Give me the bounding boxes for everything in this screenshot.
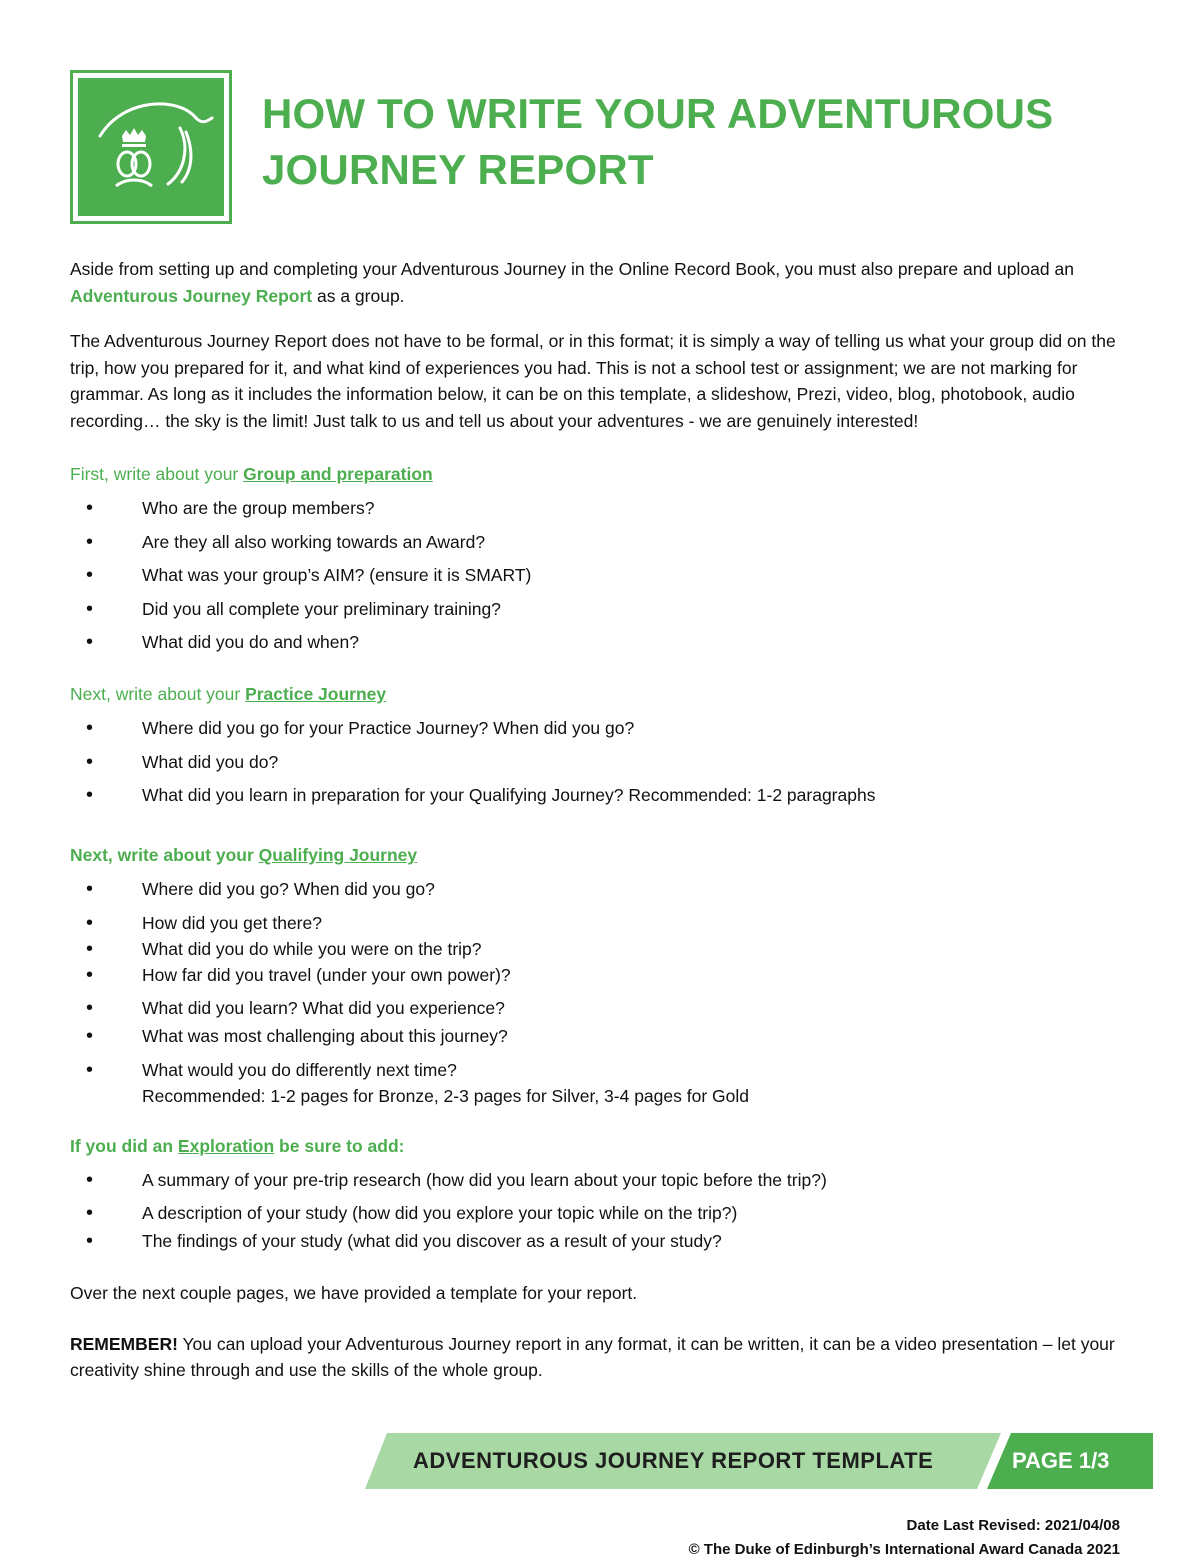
list-item: • A description of your study (how did you explore your topic while on the trip?) [70,1200,1140,1226]
list-item: • Where did you go for your Practice Journey? When did you go? [70,715,1140,741]
group-preparation-link[interactable]: Group and preparation [243,464,433,484]
date-revised: Date Last Revised: 2021/04/08 [906,1517,1120,1534]
section-suffix: be sure to add: [274,1135,405,1156]
copyright: © The Duke of Edinburgh’s International Award Canada 2021 [688,1541,1120,1558]
list-item: • What did you do? [70,749,1140,775]
award-logo [70,70,232,224]
list-item: • A summary of your pre-trip research (how did you learn about your topic before the trip?) [70,1167,1140,1193]
intro-text-end: as a group. [312,285,405,306]
list-item: • Are they all also working towards an Award? [70,529,1140,555]
section-heading-group [70,461,1140,487]
section-prefix: Next, write about your [70,845,259,865]
page-indicator: PAGE 1/3 [1012,1448,1110,1473]
duke-of-edinburgh-logo-icon [78,78,224,216]
remember-paragraph [70,1331,1140,1384]
list-item-text: What would you do differently next time? [142,1059,457,1080]
list-item: • What did you do while you were on the trip? [70,936,1140,962]
intro-text: Aside from setting up and completing your Adventurous Journey in the Online Record Book, you must also prepare and upload an [70,259,1074,279]
list-item: • What was your group’s AIM? (ensure it is SMART) [70,562,1140,588]
list-item: • What was most challenging about this journey? [70,1023,1140,1049]
intro-paragraph-2: The Adventurous Journey Report does not have to be formal, or in this format; it is simply a way of telling us what your group did on the trip, how you prepared for it, and what kind of experiences you had. This is not a school test or assignment; we are not marking for grammar. As long as it includes the information below, it can be on this template, a slideshow, Prezi, video, blog, photobook, audio recording… the sky is the limit! Just talk to us and tell us about your adventures - we are genuinely interested! [70,331,1116,431]
title-line-1: HOW TO WRITE YOUR ADVENTUROUS [262,90,1054,137]
exploration-list [70,1167,1140,1255]
practice-journey-link[interactable]: Practice Journey [245,684,387,704]
group-questions-list [70,495,1140,655]
recommended-length-note: Recommended: 1-2 pages for Bronze, 2-3 pages for Silver, 3-4 pages for Gold [142,1085,749,1106]
document-body [70,256,1140,1384]
closing-paragraph: Over the next couple pages, we have provided a template for your report. [70,1283,638,1303]
section-heading-practice [70,681,1140,707]
list-item [70,1057,1140,1109]
exploration-link[interactable]: Exploration [177,1135,275,1156]
list-item: • What did you learn in preparation for your Qualifying Journey? Recommended: 1-2 paragraphs [70,782,1140,808]
list-item: • Where did you go? When did you go? [70,876,1140,902]
award-logo-badge [78,78,224,216]
section-prefix: Next, write about your [70,684,246,704]
qualifying-questions-list [70,876,1140,1109]
section-prefix: If you did an [70,1135,178,1156]
remember-text: You can upload your Adventurous Journey report in any format, it can be written, it can be a video presentation – let your creativity shine through and use the skills of the whole group. [70,1333,1115,1380]
intro-paragraph-1 [70,256,1140,309]
list-item: • What did you learn? What did you experience? [70,995,1140,1021]
footer [689,1514,1120,1562]
qualifying-journey-link[interactable]: Qualifying Journey [258,845,418,865]
list-item: • How did you get there? [70,910,1140,936]
page-title [262,86,1053,198]
list-item: • Did you all complete your preliminary training? [70,596,1140,622]
practice-questions-list [70,715,1140,808]
list-item: • How far did you travel (under your own power)? [70,962,1140,988]
template-banner [365,1433,1153,1489]
list-item: • The findings of your study (what did you discover as a result of your study? [70,1228,1140,1254]
list-item: • Who are the group members? [70,495,1140,521]
section-heading-exploration [70,1133,1140,1159]
report-link-text: Adventurous Journey Report [70,285,313,306]
list-item: • What did you do and when? [70,629,1140,655]
title-line-2: JOURNEY REPORT [262,146,654,193]
remember-label: REMEMBER! [70,1333,178,1354]
section-prefix: First, write about your [70,464,244,484]
banner-title: ADVENTUROUS JOURNEY REPORT TEMPLATE [413,1448,934,1473]
section-heading-qualifying [70,842,1140,868]
